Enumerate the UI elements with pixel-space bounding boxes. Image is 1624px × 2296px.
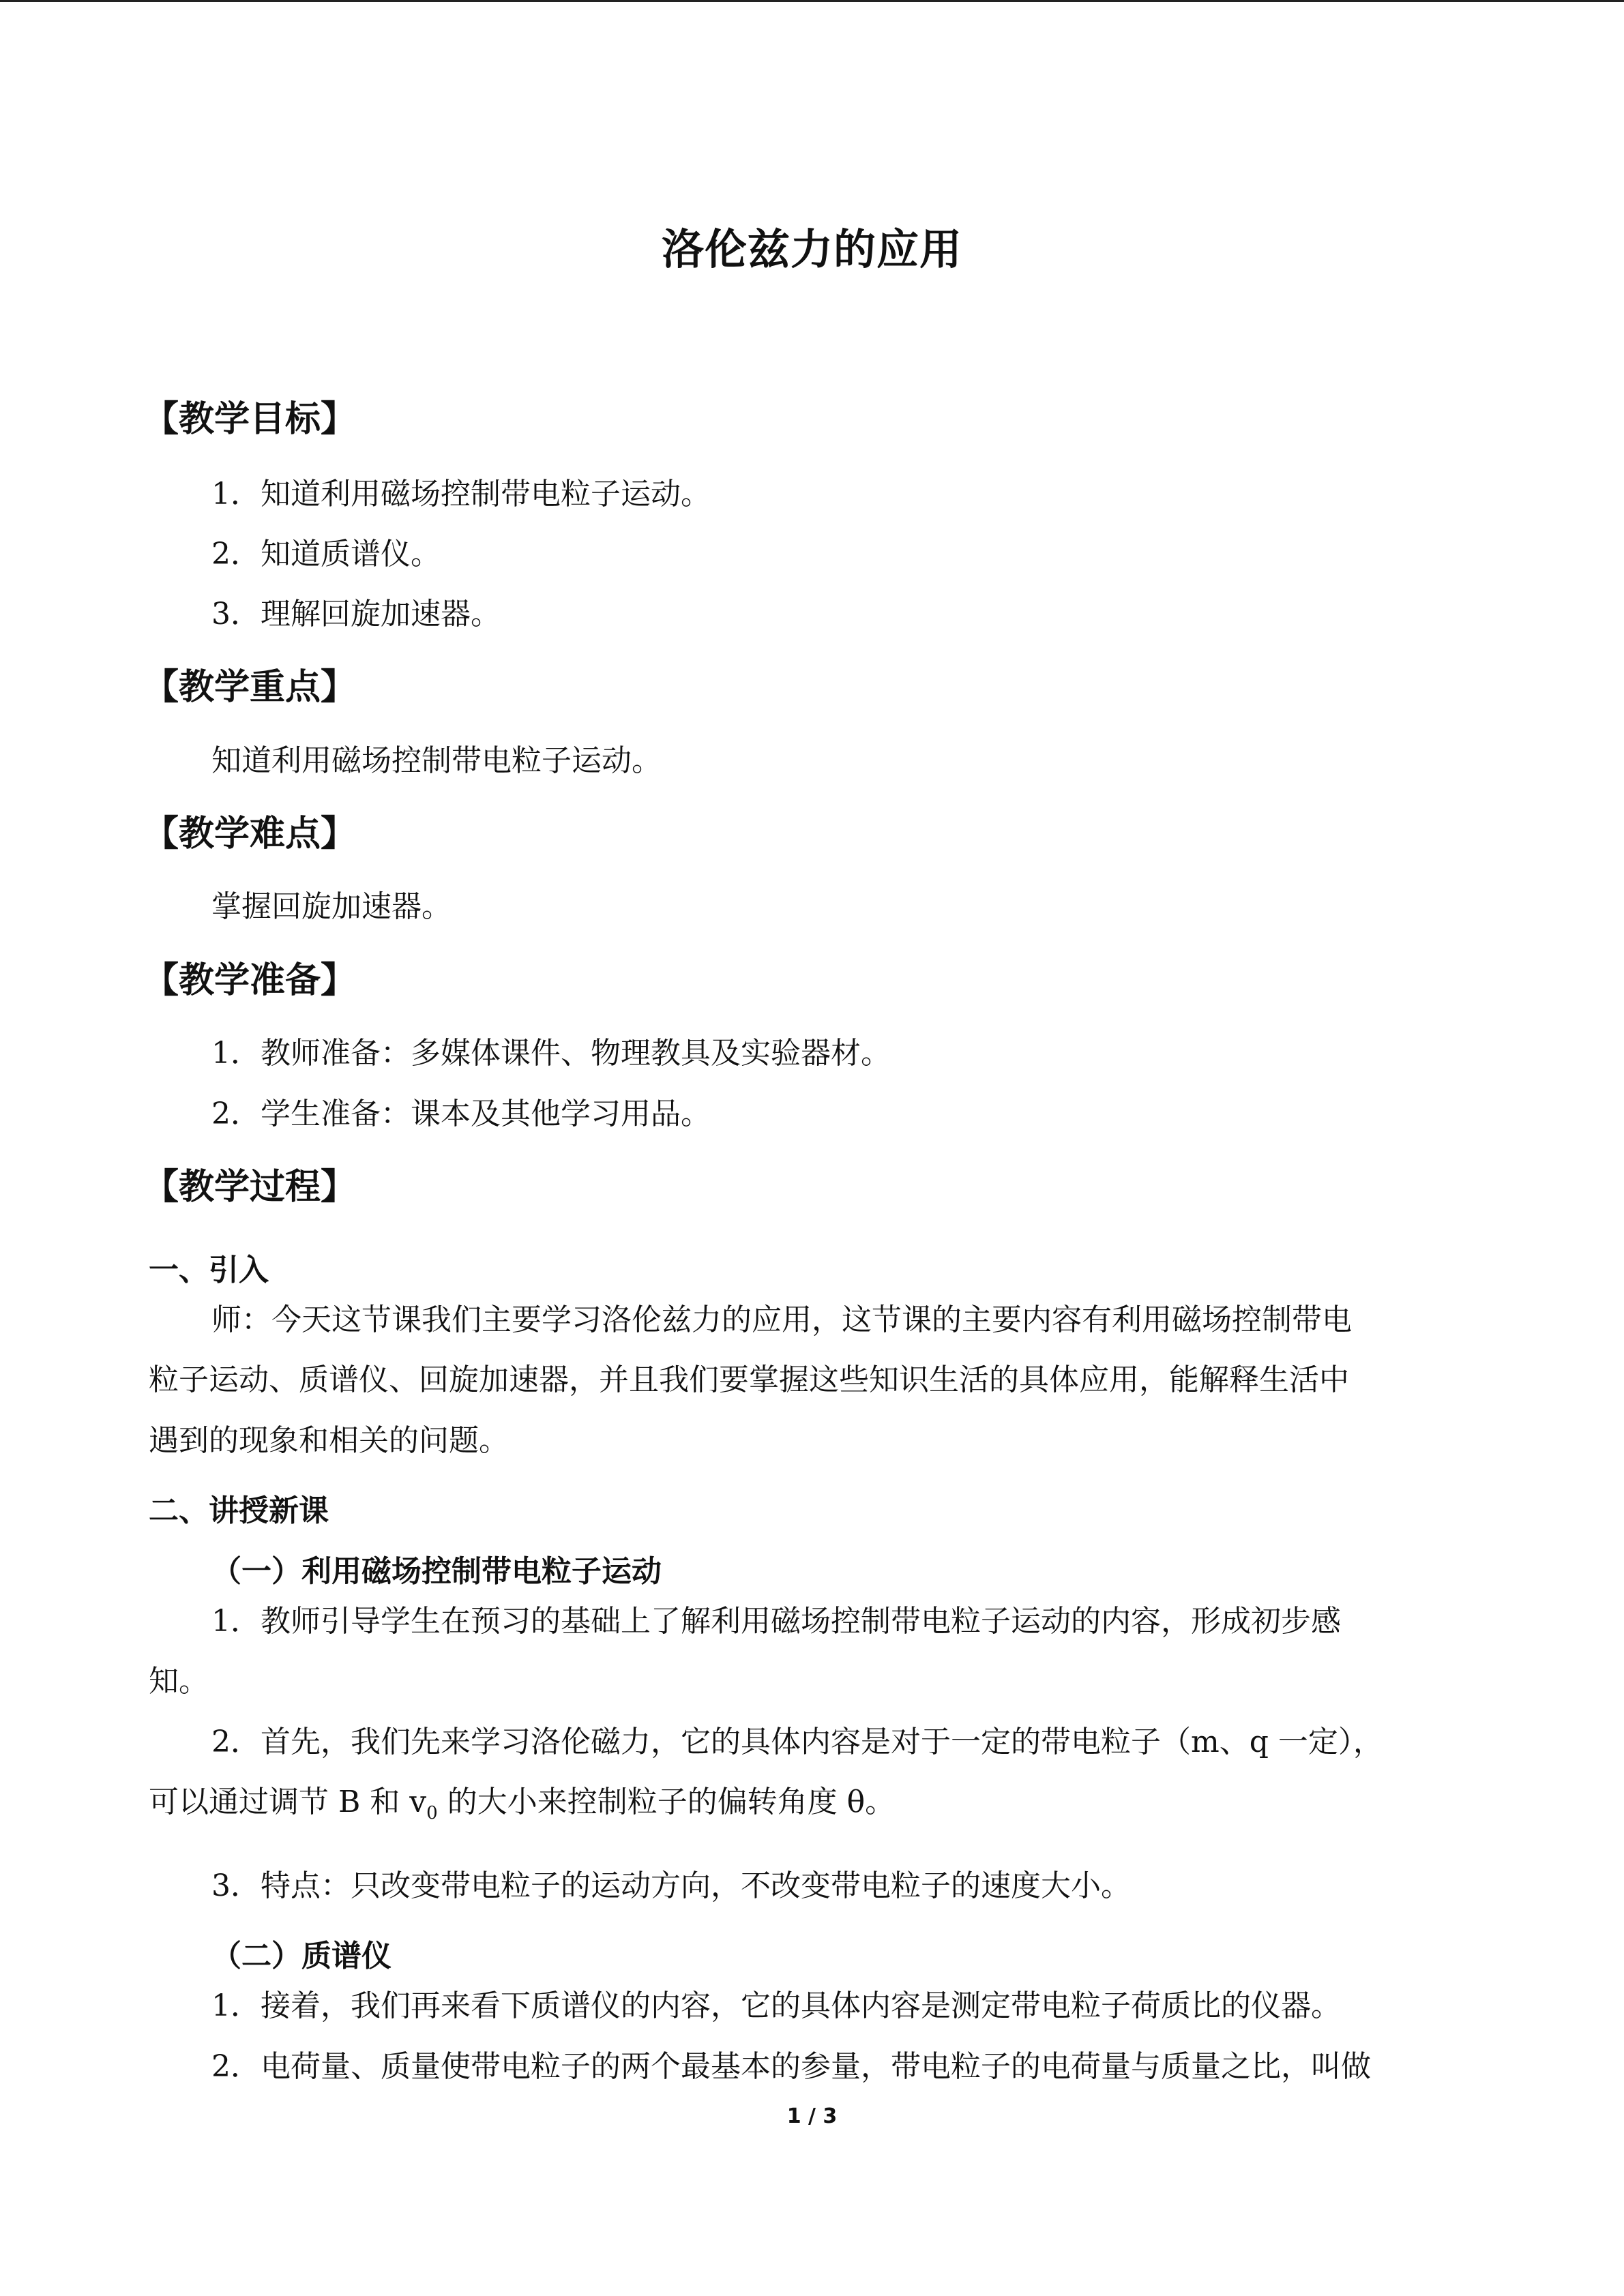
p2-text-a: 可以通过调节 B 和 v <box>149 1785 427 1819</box>
part1-p1-line-2: 知。 <box>149 1664 209 1699</box>
part1-p2-line-1: 2．首先，我们先来学习洛伦磁力，它的具体内容是对于一定的带电粒子（m、q 一定）， <box>211 1725 1383 1759</box>
document-title: 洛伦兹力的应用 <box>661 224 962 274</box>
part1-p2-line-2 <box>149 1787 1624 1828</box>
part1-heading: （一）利用磁场控制带电粒子运动 <box>211 1554 662 1589</box>
intro-line-1: 师：今天这节课我们主要学习洛伦兹力的应用，这节课的主要内容有利用磁场控制带电 <box>211 1302 1352 1337</box>
top-border <box>0 0 1624 2</box>
part2-p2: 2．电荷量、质量使带电粒子的两个最基本的参量，带电粒子的电荷量与质量之比，叫做 <box>211 2049 1371 2084</box>
prep-item-1: 1．教师准备：多媒体课件、物理教具及实验器材。 <box>211 1036 891 1071</box>
goal-item-1: 1．知道利用磁场控制带电粒子运动。 <box>211 477 711 511</box>
intro-line-2: 粒子运动、质谱仪、回旋加速器，并且我们要掌握这些知识生活的具体应用，能解释生活中 <box>149 1362 1349 1397</box>
page-number: 1 / 3 <box>786 2104 838 2128</box>
goal-item-3: 3．理解回旋加速器。 <box>211 597 501 631</box>
goal-item-2: 2．知道质谱仪。 <box>211 537 441 571</box>
intro-line-3: 遇到的现象和相关的问题。 <box>149 1423 509 1458</box>
key-point-text: 知道利用磁场控制带电粒子运动。 <box>211 743 662 778</box>
section-heading-key: 【教学重点】 <box>143 667 357 708</box>
part1-p3: 3．特点：只改变带电粒子的运动方向，不改变带电粒子的速度大小。 <box>211 1868 1131 1903</box>
part2-p1: 1．接着，我们再来看下质谱仪的内容，它的具体内容是测定带电粒子荷质比的仪器。 <box>211 1988 1341 2023</box>
part1-p1-line-1: 1．教师引导学生在预习的基础上了解利用磁场控制带电粒子运动的内容，形成初步感 <box>211 1604 1341 1639</box>
section-heading-goals: 【教学目标】 <box>143 399 357 440</box>
p2-text-b: 的大小来控制粒子的偏转角度 θ。 <box>437 1785 896 1819</box>
new-lesson-heading: 二、讲授新课 <box>149 1493 329 1528</box>
section-heading-difficulty: 【教学难点】 <box>143 814 357 854</box>
section-heading-process: 【教学过程】 <box>143 1167 357 1208</box>
intro-heading: 一、引入 <box>149 1253 269 1287</box>
part2-heading: （二）质谱仪 <box>211 1939 392 1973</box>
section-heading-prep: 【教学准备】 <box>143 960 357 1001</box>
difficulty-text: 掌握回旋加速器。 <box>211 889 452 924</box>
prep-item-2: 2．学生准备：课本及其他学习用品。 <box>211 1097 711 1131</box>
velocity-subscript: 0 <box>426 1803 438 1823</box>
